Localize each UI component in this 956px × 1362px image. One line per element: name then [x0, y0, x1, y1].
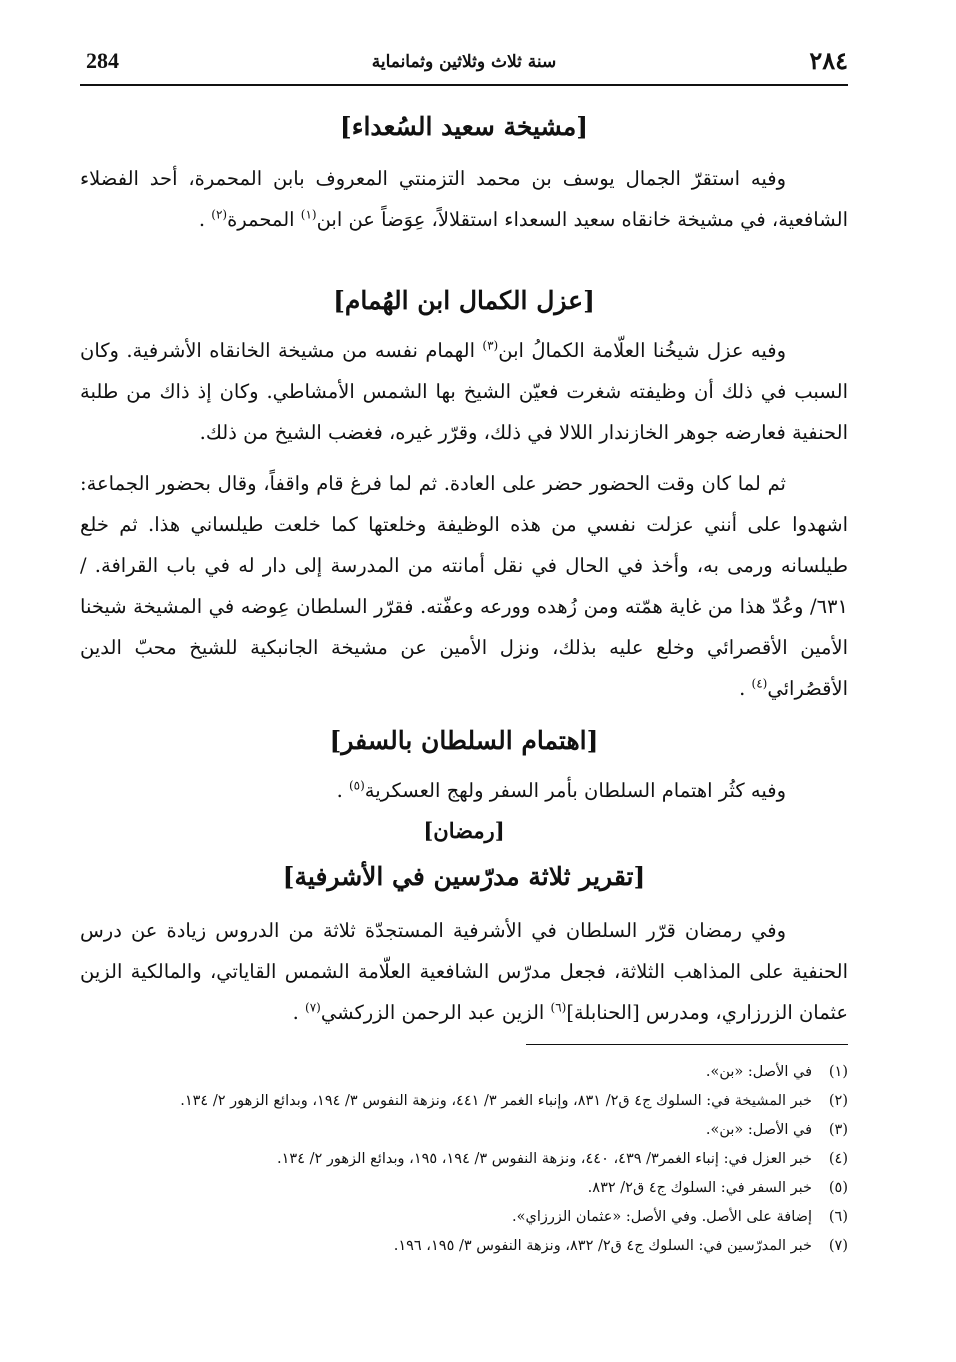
footnote-ref[interactable]: (١) — [300, 207, 317, 222]
footnote-ref[interactable]: (٢) — [211, 207, 228, 222]
page-header — [80, 44, 848, 86]
section-travel-body — [80, 770, 848, 811]
footnote-ref[interactable]: (٣) — [482, 338, 499, 353]
section-heading: [اهتمام السلطان بالسفر] — [329, 726, 599, 755]
section-ramadan — [80, 818, 848, 843]
section-heading: [تقرير ثلاثة مدرّسين في الأشرفية] — [282, 862, 646, 891]
paragraph: ثم لما كان وقت الحضور حضر على العادة. ثم لما فرغ قام واقفاً، وقال بحضور الجماعة: اشهدوا على أنني عزلت نفسي من هذه الوظيفة وخلعتها كما خلعت طيلساني هذا. ثم خلع طيلسانه ورمى به، وأخذ في الحال في نقل أمانته من المدرسة إلى دار له في باب القرافة. / ٦٣١/ وعُدّ هذا من غاية همّته ومن زُهده وورعه وعفّته. فقرّر السلطان عِوضه في المشيخة شيخنا الأمين الأقصرائي وخلع عليه بذلك، ونزل الأمين عن مشيخة الجانبكية للشيخ محبّ الدين الأقصُرائي$^{(٤)}$ . — [80, 472, 848, 700]
footnote: (٤) خبر العزل في: إنباء الغمر٣/ ٤٣٩، ٤٤٠، ونزهة النفوس ٣/ ١٩٤، ١٩٥، وبدائع الزهور ٢/ ١٣٤. — [277, 1151, 848, 1167]
footnote: (١) في الأصل: «بن». — [705, 1064, 848, 1080]
section-teachers-body — [80, 910, 848, 1033]
section-dismissal-body — [80, 330, 848, 709]
section-heading: [مشيخة سعيد السُعداء] — [339, 112, 589, 141]
section-dismissal — [80, 286, 848, 315]
footnote: (٥) خبر السفر في: السلوك ج٤ ق٢/ ٨٣٢. — [587, 1180, 848, 1196]
section-teachers — [80, 862, 848, 891]
footnote-ref[interactable]: (٥) — [348, 778, 365, 793]
footnotes — [80, 1058, 848, 1261]
page-number-arabic: ٢٨٤ — [809, 46, 848, 75]
footnote: (٣) في الأصل: «بن». — [705, 1122, 848, 1138]
footnote-ref[interactable]: (٤) — [751, 676, 768, 691]
section-mashyakha — [80, 112, 848, 141]
footnote: (٧) خبر المدرّسين في: السلوك ج٤ ق٢/ ٨٣٢، ونزهة النفوس ٣/ ١٩٥، ١٩٦. — [393, 1238, 848, 1254]
page-number-latin: 284 — [86, 48, 119, 73]
footnote-ref[interactable]: (٦) — [550, 1000, 567, 1015]
paragraph: وفي رمضان قرّر السلطان في الأشرفية المستجدّة ثلاثة من الدروس زيادة عن درس الحنفية على المذاهب الثلاثة، فجعل مدرّس الشافعية العلّامة الشمس القاياتي، والمالكية الزين عثمان الزرزاري، ومدرس [الحنابلة]$^{(٦)}$ الزين عبد الرحمن الزركشي$^{(٧)}$ . — [80, 919, 848, 1024]
section-travel — [80, 726, 848, 755]
footnote-divider — [526, 1044, 848, 1045]
paragraph: وفيه عزل شيخُنا العلّامة الكمالُ ابن$^{(٣)}$ الهمام نفسه من مشيخة الخانقاه الأشرفية. وكان السبب في ذلك أن وظيفته شغرت فعيّن الشيخ بها الشمس الأمشاطي. وكان إذ ذاك من طلبة الحنفية فعارضه جوهر الخازندار اللالا في ذلك، وقرّر غيره، فغضب الشيخ من ذلك. — [80, 338, 848, 444]
paragraph: وفيه استقرّ الجمال يوسف بن محمد التزمنتي المعروف بابن المحمرة، أحد الفضلاء الشافعية، في مشيخة خانقاه سعيد السعداء استقلالاً، عِوَضاً عن ابن$^{(١)}$ المحمرة$^{(٢)}$ . — [80, 167, 848, 231]
footnote-ref[interactable]: (٧) — [305, 1000, 321, 1015]
footnote: (٢) خبر المشيخة في: السلوك ج٤ ق٢/ ٨٣١، وإنباء الغمر ٣/ ٤٤١، ونزهة النفوس ٣/ ١٩٤، وبدائع الزهور ٢/ ١٣٤. — [180, 1093, 848, 1109]
paragraph: وفيه كثُر اهتمام السلطان بأمر السفر ولهج العسكرية$^{(٥)}$ . — [336, 778, 786, 802]
section-heading: [رمضان] — [423, 818, 505, 843]
section-mashyakha-body — [80, 158, 848, 240]
footnote: (٦) إضافة على الأصل. وفي الأصل: «عثمان الزرزاي». — [511, 1209, 848, 1225]
running-title: سنة ثلاث وثلاثين وثمانماية — [371, 52, 557, 72]
section-heading: [عزل الكمال ابن الهُمام] — [333, 286, 595, 315]
